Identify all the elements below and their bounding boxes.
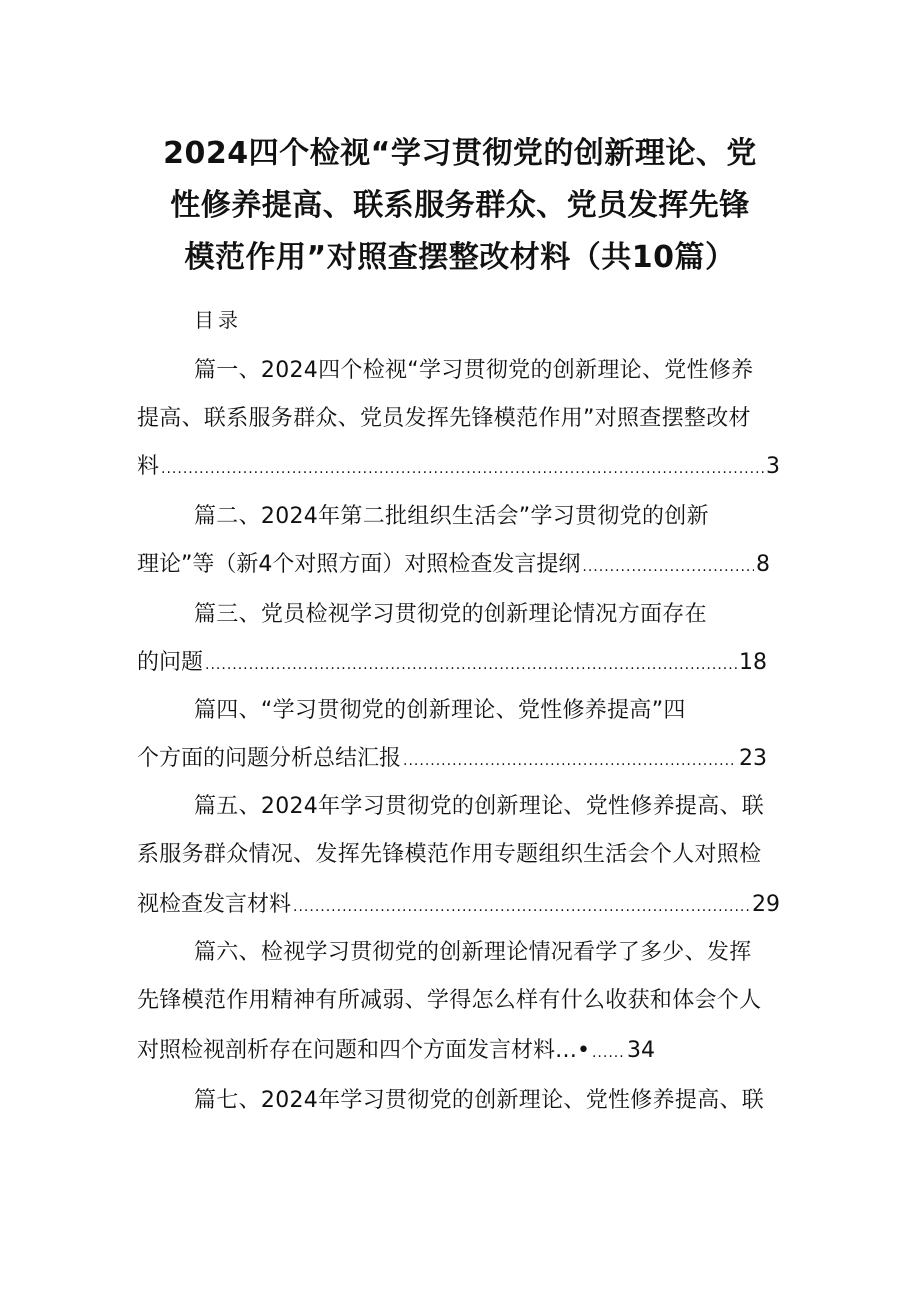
toc-leader-dots	[592, 1038, 625, 1068]
toc-leader-dots	[582, 552, 754, 582]
toc-entry-1-line-2: 提高、联系服务群众、党员发挥先锋模范作用”对照查摆整改材	[137, 406, 751, 431]
toc-entry-2-tail: 理论”等（新4个对照方面）对照检查发言提纲	[137, 552, 581, 577]
toc-entry-6-tail: 对照检视剖析存在问题和四个方面发言材料…•	[137, 1038, 590, 1063]
toc-entry-6-page: 34	[627, 1038, 655, 1063]
toc-entry-3-page: 18	[739, 650, 767, 675]
toc-leader-dots	[205, 650, 737, 680]
toc-entry-1-last[interactable]	[137, 452, 780, 484]
title-line-2: 性修养提高、联系服务群众、党员发挥先锋	[170, 188, 750, 223]
toc-entry-6-line-1: 篇六、检视学习贯彻党的创新理论情况看学了多少、发挥	[194, 940, 752, 965]
title-line-1: 2024四个检视“学习贯彻党的创新理论、党	[163, 136, 757, 171]
toc-leader-dots	[161, 454, 764, 484]
title-line-3: 模范作用”对照查摆整改材料（共10篇）	[184, 240, 736, 275]
toc-entry-4-line-1: 篇四、“学习贯彻党的创新理论、党性修养提高”四	[194, 698, 686, 723]
toc-heading: 目录	[194, 308, 242, 332]
toc-entry-3-tail: 的问题	[137, 650, 204, 675]
toc-entry-3-line-1: 篇三、党员检视学习贯彻党的创新理论情况方面存在	[194, 602, 707, 627]
toc-entry-5-line-1: 篇五、2024年学习贯彻党的创新理论、党性修养提高、联	[194, 794, 765, 819]
toc-entry-6-last[interactable]	[137, 1036, 655, 1068]
toc-entry-5-line-2: 系服务群众情况、发挥先锋模范作用专题组织生活会个人对照检	[137, 842, 762, 867]
document-title	[130, 128, 790, 284]
toc-entry-4-page: 23	[739, 746, 767, 771]
toc-entry-3-last[interactable]	[137, 648, 767, 680]
toc-entry-2-page: 8	[756, 552, 770, 577]
toc-entry-2-line-1: 篇二、2024年第二批组织生活会”学习贯彻党的创新	[194, 504, 709, 529]
toc-entry-4-tail: 个方面的问题分析总结汇报	[137, 746, 402, 771]
toc-entry-5-page: 29	[752, 892, 780, 917]
toc-entry-6-line-2: 先锋模范作用精神有所减弱、学得怎么样有什么收获和体会个人	[137, 988, 762, 1013]
toc-entry-1-tail: 料	[137, 454, 160, 479]
toc-entry-1-line-1: 篇一、2024四个检视“学习贯彻党的创新理论、党性修养	[194, 358, 754, 383]
toc-entry-5-last[interactable]	[137, 890, 780, 922]
toc-entry-1-page: 3	[766, 454, 780, 479]
toc-entry-7-line-1: 篇七、2024年学习贯彻党的创新理论、党性修养提高、联	[194, 1088, 765, 1113]
toc-entry-5-tail: 视检查发言材料	[137, 892, 292, 917]
toc-leader-dots	[403, 746, 737, 776]
toc-entry-2-last[interactable]	[137, 550, 770, 582]
toc-leader-dots	[293, 892, 750, 922]
toc-entry-4-last[interactable]	[137, 744, 767, 776]
